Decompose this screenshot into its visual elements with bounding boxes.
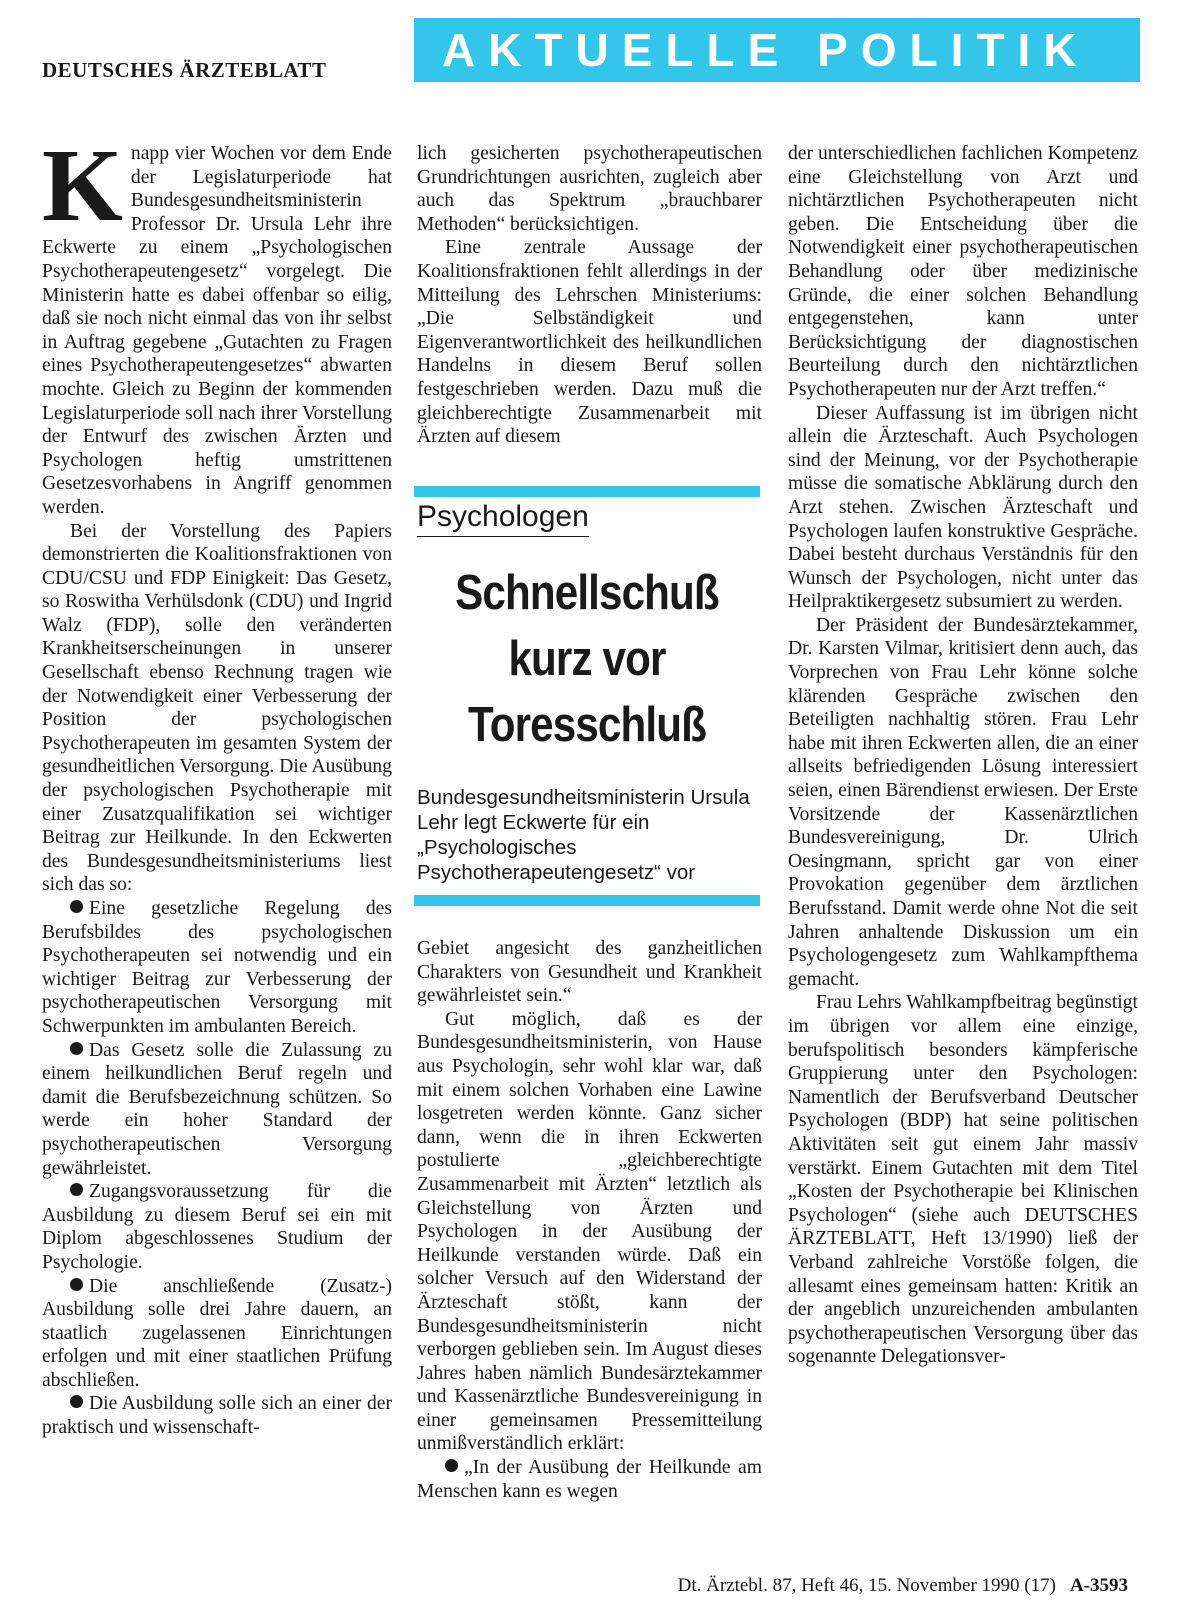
- accent-bar-bottom: [414, 895, 760, 906]
- paragraph: Gebiet angesicht des ganzheitlichen Charakters von Gesundheit und Krankheit gewährleistet sein.“: [417, 938, 762, 1007]
- article-subheadline: Bundesgesundheitsministerin Ursula Lehr legt Eckwerte für ein „Psychologisches Psychotherapeutengesetz“ vor: [417, 786, 750, 884]
- paragraph: Dieser Auffassung ist im übrigen nicht allein die Ärzteschaft. Auch Psychologen sind der Meinung, vor der Psychotherapie müsse die somatische Abklärung durch den Arzt stehen. Zwischen Ärzteschaft und Psychologen laufen konstruktive Gespräche. Dabei besteht durchaus Verständnis für den Wunsch der Psychologen, nicht unter das Heilpraktikergesetz subsumiert zu werden.: [788, 402, 1138, 613]
- bullet-item: [42, 1392, 392, 1439]
- article-headline: [438, 560, 736, 758]
- paragraph: der unterschiedlichen fachlichen Kompetenz eine Gleichstellung von Arzt und nichtärztlichen Psychotherapeuten nicht geben. Die Entscheidung über die Notwendigkeit einer psychotherapeutischen Behandlung oder über medizinische Gründe, die einer solchen Behandlung entgegenstehen, kann unter Berücksichtigung der diagnostischen Beurteilung durch den nichtärztlichen Psychotherapeuten nur der Arzt treffen.“: [788, 143, 1138, 400]
- paragraph: Der Präsident der Bundesärztekammer, Dr. Karsten Vilmar, kritisiert denn auch, das Vorprechen von Frau Lehr könne solche klärenden Gespräche zwischen den Beteiligten nachhaltig stören. Frau Lehr habe mit ihren Eckwerten allen, die an einer allseits befriedigenden Lösung interessiert seien, einen Bärendienst erwiesen. Der Erste Vorsitzende der Kassenärztlichen Bundesvereinigung, Dr. Ulrich Oesingmann, spricht gar von einer Provokation gegenüber dem ärztlichen Berufsstand. Damit werde ohne Not die seit Jahren anhaltende Diskussion um ein Psychologengesetz zum Wahlkampfthema gemacht.: [788, 614, 1138, 990]
- drop-cap: K: [42, 128, 123, 243]
- article-column-2-bottom: [417, 937, 762, 1503]
- paragraph: Frau Lehrs Wahlkampfbeitrag begünstigt im übrigen vor allem eine einzige, berufspolitisch besonders kämpferische Gruppierung unter den Psychologen: Namentlich der Berufsverband Deutscher Psychologen (BDP) hat seine politischen Aktivitäten seit gut einem Jahr massiv verstärkt. Einem Gutachten mit dem Titel „Kosten der Psychotherapie bei Klinischen Psychologen“ (siehe auch DEUTSCHES ÄRZTEBLATT, Heft 13/1990) ließ der Verband zahlreiche Vorstöße folgen, die allesamt eines gemeinsam hatten: Kritik an der angeblich unzureichenden ambulanten psychotherapeutischen Versorgung über das sogenannte Delegationsver-: [788, 992, 1138, 1368]
- headline-line: Toresschluß: [468, 698, 706, 752]
- bullet-icon: [70, 1395, 83, 1408]
- bullet-item: [42, 897, 392, 1039]
- lead-paragraph: [42, 128, 392, 520]
- bullet-icon: [445, 1459, 458, 1472]
- accent-bar-top: [414, 486, 760, 497]
- bullet-item: [42, 1180, 392, 1274]
- bullet-icon: [70, 1183, 83, 1196]
- bullet-text: Die Ausbildung solle sich an einer der praktisch und wissenschaft-: [42, 1393, 392, 1439]
- citation: Dt. Ärztebl. 87, Heft 46, 15. November 1990 (17): [677, 1575, 1056, 1596]
- bullet-text: Eine gesetzliche Regelung des Berufsbildes des psychologischen Psychotherapeuten sei notwendig und ein wichtiger Beitrag zur Verbesserung der psychotherapeutischen Versorgung mit Schwerpunkten im ambulanten Bereich.: [42, 898, 392, 1037]
- headline-line: Schnellschuß: [455, 566, 719, 620]
- publication-name: DEUTSCHES ÄRZTEBLATT: [42, 58, 327, 82]
- paragraph: Gut möglich, daß es der Bundesgesundheitsministerin, von Hause aus Psychologin, sehr wohl klar war, daß mit einem solchen Vorhaben eine Lawine losgetreten werden könnte. Ganz sicher dann, wenn die in ihren Eckwerten postulierte „gleichberechtigte Zusammenarbeit mit Ärzten“ letztlich als Gleichstellung von Ärzten und Psychologen in der Ausübung der Heilkunde verstanden würde. Daß ein solcher Versuch auf den Widerstand der Ärzteschaft stößt, kann der Bundesgesundheitsministerin nicht verborgen geblieben sein. Im August dieses Jahres haben nämlich Bundesärztekammer und Kassenärztliche Bundesvereinigung in einer gemeinsamen Pressemitteilung unmißverständlich erklärt:: [417, 1008, 762, 1455]
- article-column-2-top: [417, 142, 762, 449]
- bullet-text: Das Gesetz solle die Zulassung zu einem heilkundlichen Beruf regeln und damit die Berufsbezeichnung schützen. So werde ein hoher Standard der psychotherapeutischen Versorgung gewährleistet.: [42, 1039, 392, 1179]
- headline-line: kurz vor: [508, 632, 666, 686]
- bullet-icon: [70, 1042, 83, 1055]
- article-column-3: [788, 142, 1138, 1369]
- bullet-text: Zugangsvoraussetzung für die Ausbildung zu diesem Beruf sei ein mit Diplom abgeschlossenes Studium der Psychologie.: [42, 1181, 392, 1273]
- bullet-icon: [70, 900, 83, 913]
- bullet-item: [42, 1275, 392, 1393]
- paragraph: Bei der Vorstellung des Papiers demonstrierten die Koalitionsfraktionen von CDU/CSU und FDP Einigkeit: Das Gesetz, so Roswitha Verhülsdonk (CDU) und Ingrid Walz (FDP), solle den veränderten Krankheitserscheinungen in unserer Gesellschaft ebenso Rechnung tragen wie der Notwendigkeit einer Verbesserung der Position der psychologischen Psychotherapeuten im gesamten System der gesundheitlichen Versorgung. Die Ausübung der psychologischen Psychotherapie mit einer Zusatzqualifikation sei wichtiger Beitrag zur Heilkunde. In den Eckwerten des Bundesgesundheitsministeriums liest sich das so:: [42, 520, 392, 896]
- page-footer: [678, 1575, 1128, 1597]
- paragraph: Eine zentrale Aussage der Koalitionsfraktionen fehlt allerdings in der Mitteilung des Lehrschen Ministeriums: „Die Selbständigkeit und Eigenverantwortlichkeit des heilkundlichen Handelns in diesem Beruf sollen festgeschrieben werden. Dazu muß die gleichberechtigte Zusammenarbeit mit Ärzten auf diesem: [417, 237, 762, 448]
- section-title: AKTUELLE POLITIK: [442, 24, 1090, 76]
- bullet-icon: [70, 1278, 83, 1291]
- lead-text: napp vier Wochen vor dem Ende der Legislaturperiode hat Bundesgesundheitsministerin Professor Dr. Ursula Lehr ihre Eckwerte zu einem „Psychologischen Psychotherapeutengesetz“ vorgelegt. Die Ministerin hatte es dabei offenbar so eilig, daß sie noch nicht einmal das von ihr selbst in Auftrag gegebene „Gutachten zu Fragen eines Psychotherapeutengesetzes“ abwarten mochte. Gleich zu Beginn der kommenden Legislaturperiode soll nach ihrer Vorstellung der Entwurf des zwischen Ärzten und Psychologen heftig umstrittenen Gesetzesvorhabens in Angriff genommen werden.: [42, 143, 392, 518]
- bullet-item: [42, 1039, 392, 1181]
- page-number: A-3593: [1069, 1575, 1128, 1596]
- bullet-item: [417, 1456, 762, 1503]
- article-kicker: Psychologen: [417, 500, 589, 537]
- bullet-text: Die anschließende (Zusatz-) Ausbildung solle drei Jahre dauern, an staatlich zugelassenen Einrichtungen erfolgen und mit einer staatlichen Prüfung abschließen.: [42, 1275, 392, 1391]
- bullet-text: „In der Ausübung der Heilkunde am Menschen kann es wegen: [417, 1457, 762, 1502]
- article-column-1: [42, 128, 392, 1440]
- paragraph: lich gesicherten psychotherapeutischen Grundrichtungen ausrichten, zugleich aber auch das Spektrum „brauchbarer Methoden“ berücksichtigen.: [417, 143, 762, 235]
